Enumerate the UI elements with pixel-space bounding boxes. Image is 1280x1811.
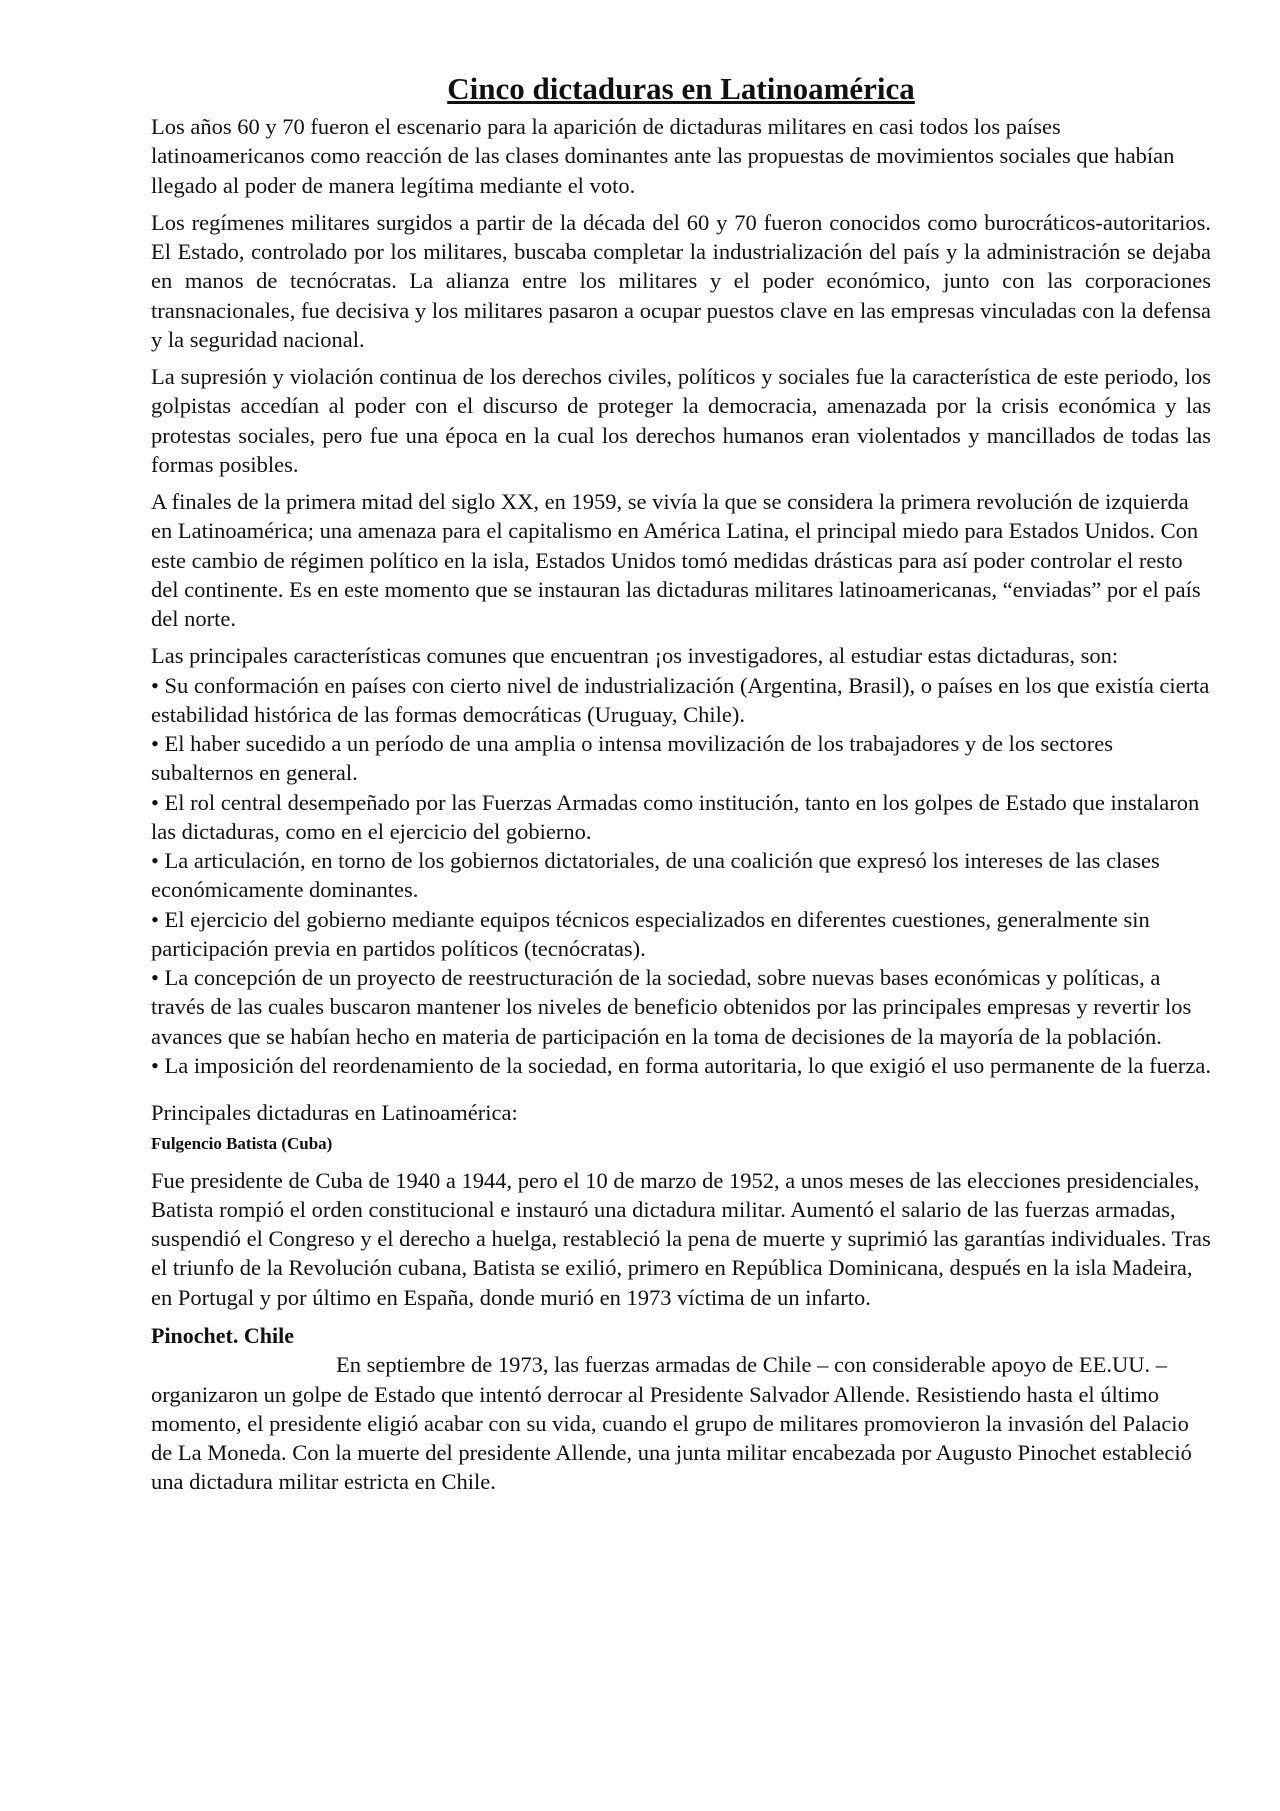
list-item: • La concepción de un proyecto de reestructuración de la sociedad, sobre nuevas bases económicas y políticas, a través de las cuales buscaron mantener los niveles de beneficio obtenidos por las principales empresas y revertir los avances que se habían hecho en materia de participación en la toma de decisiones de la mayoría de la población. <box>151 965 1192 1049</box>
list-item: • El rol central desempeñado por las Fuerzas Armadas como institución, tanto en los golpes de Estado que instalaron las dictaduras, como en el ejercicio del gobierno. <box>151 789 1200 844</box>
document-title: Cinco dictaduras en Latinoamérica <box>447 71 915 106</box>
characteristics-list <box>151 641 1211 1080</box>
paragraph-intro: Los años 60 y 70 fueron el escenario para la aparición de dictaduras militares en casi todos los países latinoamericanos como reacción de las clases dominantes ante las propuestas de movimientos sociales que habían llegado al poder de manera legítima mediante el voto. <box>151 114 1175 198</box>
list-item: • El ejercicio del gobierno mediante equipos técnicos especializados en diferentes cuestiones, generalmente sin participación previa en partidos políticos (tecnócratas). <box>151 906 1150 961</box>
pinochet-text <box>151 1350 1211 1496</box>
characteristics-intro: Las principales características comunes que encuentran ¡os investigadores, al estudiar estas dictaduras, son: <box>151 643 1119 669</box>
paragraph-regimenes: Los regímenes militares surgidos a partir de la década del 60 y 70 fueron conocidos como burocráticos-autoritarios. El Estado, controlado por los militares, buscaba completar la industrialización del país y la administración se dejaba en manos de tecnócratas. La alianza entre los militares y el poder económico, junto con las corporaciones transnacionales, fue decisiva y los militares pasaron a ocupar puestos clave en las empresas vinculadas con la defensa y la seguridad nacional. <box>151 209 1211 352</box>
batista-heading: Fulgencio Batista (Cuba) <box>151 1134 333 1154</box>
paragraph-supresion: La supresión y violación continua de los derechos civiles, políticos y sociales fue la característica de este periodo, los golpistas accedían al poder con el discurso de proteger la democracia, amenazada por la crisis económica y las protestas sociales, pero fue una época en la cual los derechos humanos eran violentados y mancillados de todas las formas posibles. <box>151 364 1211 477</box>
list-item: • La articulación, en torno de los gobiernos dictatoriales, de una coalición que expresó los intereses de las clases económicamente dominantes. <box>151 848 1160 903</box>
document-page <box>151 70 1211 1505</box>
batista-text: Fue presidente de Cuba de 1940 a 1944, pero el 10 de marzo de 1952, a unos meses de las elecciones presidenciales, Batista rompió el orden constitucional e instauró una dictadura militar. Aumentó el salario de las fuerzas armadas, suspendió el Congreso y el derecho a huelga, restableció la pena de muerte y suprimió las garantías individuales. Tras el triunfo de la Revolución cubana, Batista se exilió, primero en República Dominicana, después en la isla Madeira, en Portugal y por último en España, donde murió en 1973 víctima de un infarto. <box>151 1167 1211 1310</box>
pinochet-text-body: En septiembre de 1973, las fuerzas armadas de Chile – con considerable apoyo de EE.UU. – organizaron un golpe de Estado que intentó derrocar al Presidente Salvador Allende. Resistiendo hasta el último momento, el presidente eligió acabar con su vida, cuando el grupo de militares promovieron la invasión del Palacio de La Moneda. Con la muerte del presidente Allende, una junta militar encabezada por Augusto Pinochet estableció una dictadura militar estricta en Chile. <box>151 1352 1192 1495</box>
list-item: • La imposición del reordenamiento de la sociedad, en forma autoritaria, lo que exigió el uso permanente de la fuerza. <box>151 1052 1211 1078</box>
list-item: • El haber sucedido a un período de una amplia o intensa movilización de los trabajadores y de los sectores subalternos en general. <box>151 731 1113 786</box>
principales-heading: Principales dictaduras en Latinoamérica: <box>151 1100 518 1126</box>
paragraph-revolucion: A finales de la primera mitad del siglo XX, en 1959, se vivía la que se considera la primera revolución de izquierda en Latinoamérica; una amenaza para el capitalismo en América Latina, el principal miedo para Estados Unidos. Con este cambio de régimen político en la isla, Estados Unidos tomó medidas drásticas para así poder controlar el resto del continente. Es en este momento que se instauran las dictaduras militares latinoamericanas, “enviadas” por el país del norte. <box>151 489 1201 632</box>
pinochet-heading: Pinochet. Chile <box>151 1322 294 1348</box>
spacer <box>151 1080 1211 1098</box>
list-item: • Su conformación en países con cierto nivel de industrialización (Argentina, Brasil), o países en los que existía cierta estabilidad histórica de las formas democráticas (Uruguay, Chile). <box>151 672 1210 727</box>
